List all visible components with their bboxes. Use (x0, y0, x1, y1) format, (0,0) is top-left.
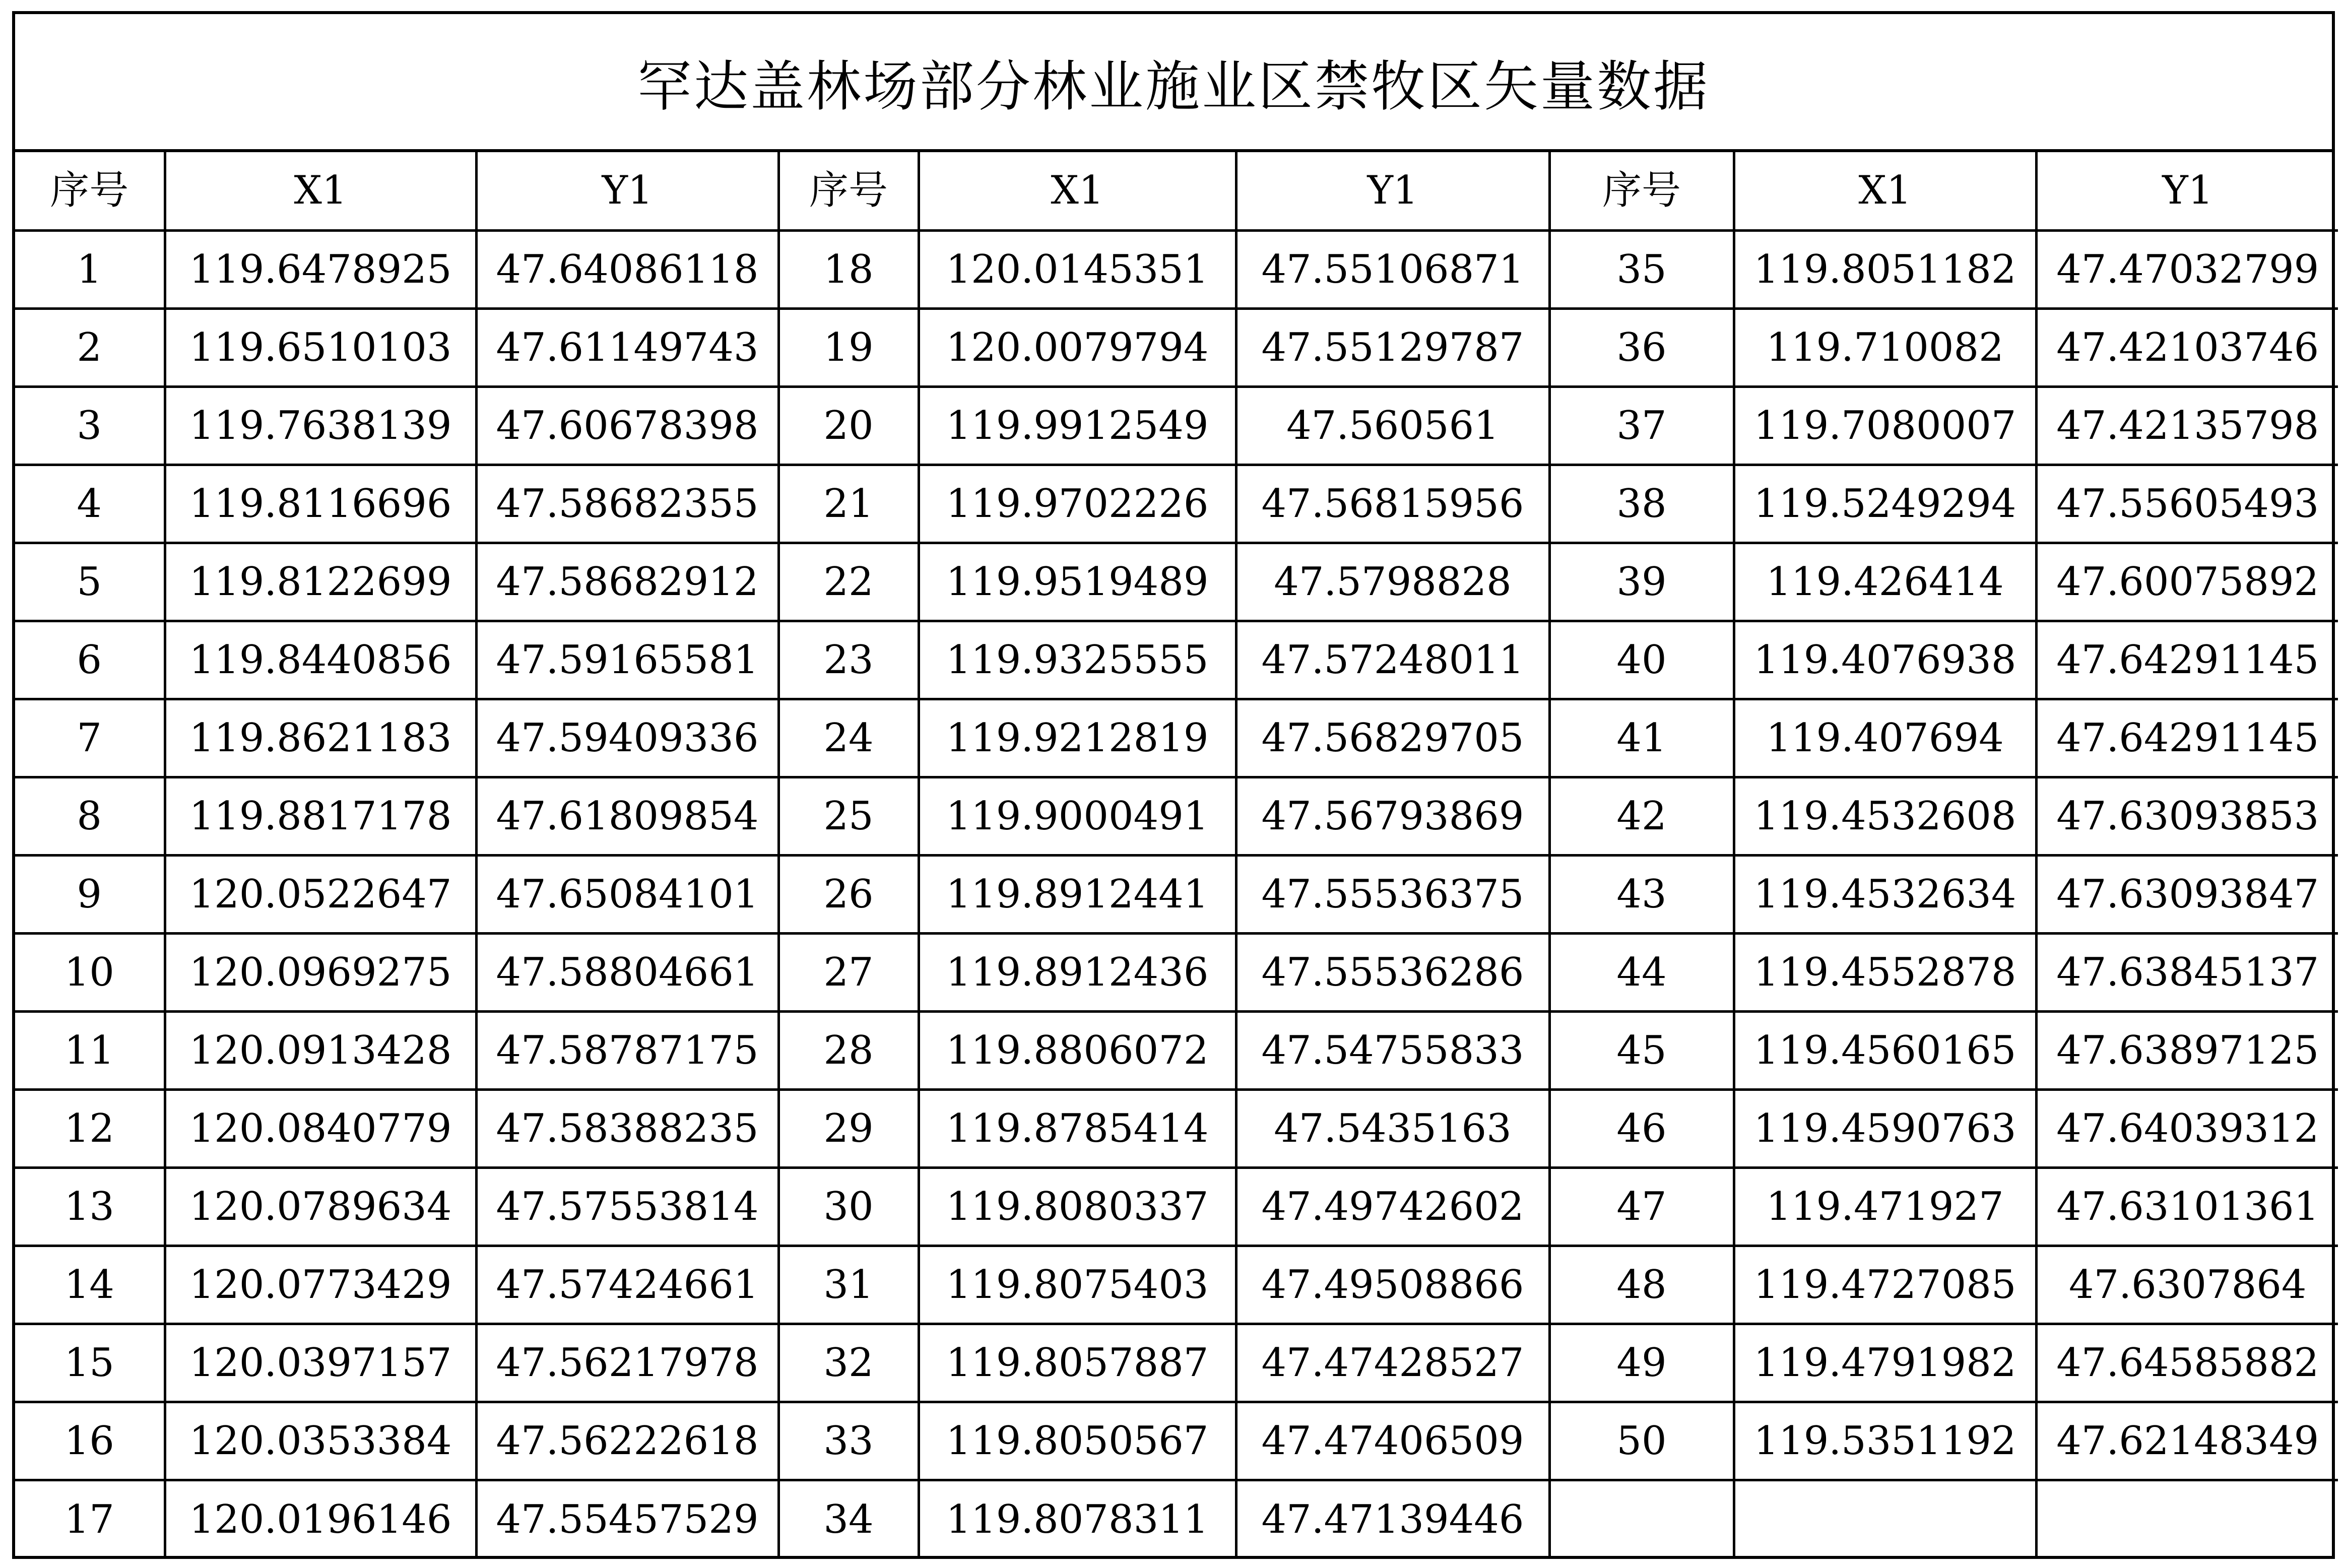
cell-seq: 6 (15, 621, 165, 699)
cell-x1: 119.8912441 (919, 855, 1236, 933)
cell-x1: 119.710082 (1734, 308, 2036, 386)
cell-seq: 10 (15, 933, 165, 1011)
cell-x1: 119.9212819 (919, 699, 1236, 777)
cell-seq: 27 (778, 933, 919, 1011)
cell-x1: 119.7080007 (1734, 386, 2036, 465)
cell-y1: 47.55129787 (1236, 308, 1549, 386)
cell-x1: 120.0789634 (165, 1167, 476, 1246)
cell-seq: 26 (778, 855, 919, 933)
cell-y1: 47.64585882 (2036, 1324, 2338, 1402)
cell-y1: 47.63093853 (2036, 777, 2338, 855)
cell-seq: 31 (778, 1246, 919, 1324)
cell-y1: 47.47406509 (1236, 1402, 1549, 1480)
cell-x1: 119.8116696 (165, 465, 476, 543)
cell-seq: 18 (778, 230, 919, 308)
cell-y1: 47.64039312 (2036, 1089, 2338, 1167)
cell-x1: 119.4532608 (1734, 777, 2036, 855)
cell-x1: 119.7638139 (165, 386, 476, 465)
cell-x1: 120.0522647 (165, 855, 476, 933)
cell-y1: 47.58682355 (476, 465, 778, 543)
cell-x1: 120.0353384 (165, 1402, 476, 1480)
cell-y1: 47.60678398 (476, 386, 778, 465)
cell-y1: 47.56222618 (476, 1402, 778, 1480)
cell-x1: 119.8621183 (165, 699, 476, 777)
cell-x1: 119.5249294 (1734, 465, 2036, 543)
cell-x1: 119.9519489 (919, 543, 1236, 621)
cell-x1: 119.8817178 (165, 777, 476, 855)
cell-seq: 30 (778, 1167, 919, 1246)
cell-x1: 119.4560165 (1734, 1011, 2036, 1089)
cell-x1: 119.9702226 (919, 465, 1236, 543)
page-title: 罕达盖林场部分林业施业区禁牧区矢量数据 (15, 14, 2332, 152)
cell-y1: 47.42135798 (2036, 386, 2338, 465)
cell-x1: 119.9325555 (919, 621, 1236, 699)
cell-y1: 47.58388235 (476, 1089, 778, 1167)
cell-seq: 28 (778, 1011, 919, 1089)
cell-x1: 119.8912436 (919, 933, 1236, 1011)
cell-x1: 119.4791982 (1734, 1324, 2036, 1402)
cell-x1: 120.0079794 (919, 308, 1236, 386)
table-row (15, 1167, 2338, 1246)
cell-x1: 119.471927 (1734, 1167, 2036, 1246)
cell-y1: 47.60075892 (2036, 543, 2338, 621)
cell-y1: 47.55536375 (1236, 855, 1549, 933)
table-row (15, 308, 2338, 386)
cell-seq: 12 (15, 1089, 165, 1167)
table-row (15, 1089, 2338, 1167)
cell-x1: 119.4590763 (1734, 1089, 2036, 1167)
cell-seq: 29 (778, 1089, 919, 1167)
table-row (15, 230, 2338, 308)
table-row (15, 1480, 2338, 1558)
cell-y1: 47.65084101 (476, 855, 778, 933)
cell-seq: 16 (15, 1402, 165, 1480)
cell-seq: 2 (15, 308, 165, 386)
cell-seq: 3 (15, 386, 165, 465)
table-row (15, 621, 2338, 699)
cell-seq: 25 (778, 777, 919, 855)
cell-y1: 47.63897125 (2036, 1011, 2338, 1089)
coordinate-table (15, 152, 2338, 1558)
cell-y1: 47.55106871 (1236, 230, 1549, 308)
cell-x1: 119.4552878 (1734, 933, 2036, 1011)
table-row (15, 855, 2338, 933)
cell-seq: 17 (15, 1480, 165, 1558)
cell-seq: 49 (1549, 1324, 1734, 1402)
cell-y1: 47.47032799 (2036, 230, 2338, 308)
cell-seq: 48 (1549, 1246, 1734, 1324)
cell-seq: 19 (778, 308, 919, 386)
cell-seq: 41 (1549, 699, 1734, 777)
cell-y1: 47.55605493 (2036, 465, 2338, 543)
cell-y1: 47.59165581 (476, 621, 778, 699)
cell-x1: 119.8075403 (919, 1246, 1236, 1324)
cell-x1: 119.4076938 (1734, 621, 2036, 699)
column-header-y1-3: Y1 (2036, 152, 2338, 230)
cell-seq: 9 (15, 855, 165, 933)
cell-seq: 11 (15, 1011, 165, 1089)
cell-seq: 46 (1549, 1089, 1734, 1167)
cell-seq: 47 (1549, 1167, 1734, 1246)
table-row (15, 1246, 2338, 1324)
cell-seq: 33 (778, 1402, 919, 1480)
table-row (15, 386, 2338, 465)
cell-seq: 40 (1549, 621, 1734, 699)
cell-seq: 5 (15, 543, 165, 621)
cell-y1: 47.47428527 (1236, 1324, 1549, 1402)
cell-y1: 47.54755833 (1236, 1011, 1549, 1089)
cell-y1: 47.61149743 (476, 308, 778, 386)
cell-y1: 47.42103746 (2036, 308, 2338, 386)
cell-x1: 119.8057887 (919, 1324, 1236, 1402)
cell-x1 (1734, 1480, 2036, 1558)
cell-x1: 119.8051182 (1734, 230, 2036, 308)
cell-seq: 21 (778, 465, 919, 543)
cell-x1: 119.6478925 (165, 230, 476, 308)
cell-x1: 119.8122699 (165, 543, 476, 621)
cell-y1: 47.47139446 (1236, 1480, 1549, 1558)
cell-x1: 119.6510103 (165, 308, 476, 386)
cell-seq: 23 (778, 621, 919, 699)
cell-y1: 47.56217978 (476, 1324, 778, 1402)
cell-y1: 47.56793869 (1236, 777, 1549, 855)
cell-seq: 43 (1549, 855, 1734, 933)
cell-seq: 34 (778, 1480, 919, 1558)
cell-seq: 36 (1549, 308, 1734, 386)
column-header-x1-3: X1 (1734, 152, 2036, 230)
cell-seq: 42 (1549, 777, 1734, 855)
cell-y1: 47.58682912 (476, 543, 778, 621)
cell-x1: 119.4532634 (1734, 855, 2036, 933)
cell-y1: 47.55457529 (476, 1480, 778, 1558)
cell-y1: 47.59409336 (476, 699, 778, 777)
cell-seq: 45 (1549, 1011, 1734, 1089)
cell-y1: 47.64086118 (476, 230, 778, 308)
column-header-seq-2: 序号 (778, 152, 919, 230)
cell-seq: 20 (778, 386, 919, 465)
cell-seq: 4 (15, 465, 165, 543)
cell-y1: 47.64291145 (2036, 699, 2338, 777)
cell-x1: 119.9000491 (919, 777, 1236, 855)
column-header-seq-3: 序号 (1549, 152, 1734, 230)
cell-x1: 119.4727085 (1734, 1246, 2036, 1324)
cell-y1: 47.64291145 (2036, 621, 2338, 699)
cell-y1: 47.49742602 (1236, 1167, 1549, 1246)
cell-x1: 119.8080337 (919, 1167, 1236, 1246)
cell-seq: 50 (1549, 1402, 1734, 1480)
cell-y1: 47.55536286 (1236, 933, 1549, 1011)
cell-x1: 119.8050567 (919, 1402, 1236, 1480)
cell-x1: 119.426414 (1734, 543, 2036, 621)
table-header-row (15, 152, 2338, 230)
cell-y1: 47.63101361 (2036, 1167, 2338, 1246)
cell-x1: 119.407694 (1734, 699, 2036, 777)
cell-seq (1549, 1480, 1734, 1558)
table-body (15, 230, 2338, 1558)
cell-x1: 119.8806072 (919, 1011, 1236, 1089)
cell-seq: 13 (15, 1167, 165, 1246)
cell-seq: 22 (778, 543, 919, 621)
table-row (15, 1011, 2338, 1089)
cell-x1: 120.0145351 (919, 230, 1236, 308)
cell-seq: 44 (1549, 933, 1734, 1011)
cell-seq: 1 (15, 230, 165, 308)
cell-y1: 47.57248011 (1236, 621, 1549, 699)
cell-x1: 119.5351192 (1734, 1402, 2036, 1480)
cell-x1: 119.8440856 (165, 621, 476, 699)
cell-x1: 119.9912549 (919, 386, 1236, 465)
cell-y1: 47.5435163 (1236, 1089, 1549, 1167)
cell-y1: 47.560561 (1236, 386, 1549, 465)
cell-y1: 47.58787175 (476, 1011, 778, 1089)
cell-y1: 47.63845137 (2036, 933, 2338, 1011)
cell-y1: 47.58804661 (476, 933, 778, 1011)
cell-x1: 120.0773429 (165, 1246, 476, 1324)
cell-y1: 47.5798828 (1236, 543, 1549, 621)
table-row (15, 1324, 2338, 1402)
cell-y1: 47.57424661 (476, 1246, 778, 1324)
cell-x1: 120.0397157 (165, 1324, 476, 1402)
cell-seq: 35 (1549, 230, 1734, 308)
data-sheet (12, 11, 2335, 1559)
cell-y1: 47.56815956 (1236, 465, 1549, 543)
cell-x1: 119.8785414 (919, 1089, 1236, 1167)
table-row (15, 933, 2338, 1011)
cell-seq: 38 (1549, 465, 1734, 543)
table-row (15, 543, 2338, 621)
cell-x1: 119.8078311 (919, 1480, 1236, 1558)
column-header-x1-1: X1 (165, 152, 476, 230)
cell-x1: 120.0913428 (165, 1011, 476, 1089)
cell-x1: 120.0969275 (165, 933, 476, 1011)
column-header-y1-2: Y1 (1236, 152, 1549, 230)
cell-y1: 47.49508866 (1236, 1246, 1549, 1324)
cell-y1: 47.57553814 (476, 1167, 778, 1246)
column-header-y1-1: Y1 (476, 152, 778, 230)
cell-y1 (2036, 1480, 2338, 1558)
table-row (15, 465, 2338, 543)
cell-seq: 15 (15, 1324, 165, 1402)
cell-seq: 8 (15, 777, 165, 855)
column-header-x1-2: X1 (919, 152, 1236, 230)
table-row (15, 1402, 2338, 1480)
cell-seq: 37 (1549, 386, 1734, 465)
cell-y1: 47.61809854 (476, 777, 778, 855)
cell-seq: 39 (1549, 543, 1734, 621)
column-header-seq-1: 序号 (15, 152, 165, 230)
cell-x1: 120.0840779 (165, 1089, 476, 1167)
cell-y1: 47.56829705 (1236, 699, 1549, 777)
cell-y1: 47.62148349 (2036, 1402, 2338, 1480)
cell-seq: 14 (15, 1246, 165, 1324)
cell-seq: 24 (778, 699, 919, 777)
cell-y1: 47.63093847 (2036, 855, 2338, 933)
cell-y1: 47.6307864 (2036, 1246, 2338, 1324)
table-row (15, 777, 2338, 855)
cell-seq: 7 (15, 699, 165, 777)
table-row (15, 699, 2338, 777)
cell-seq: 32 (778, 1324, 919, 1402)
cell-x1: 120.0196146 (165, 1480, 476, 1558)
